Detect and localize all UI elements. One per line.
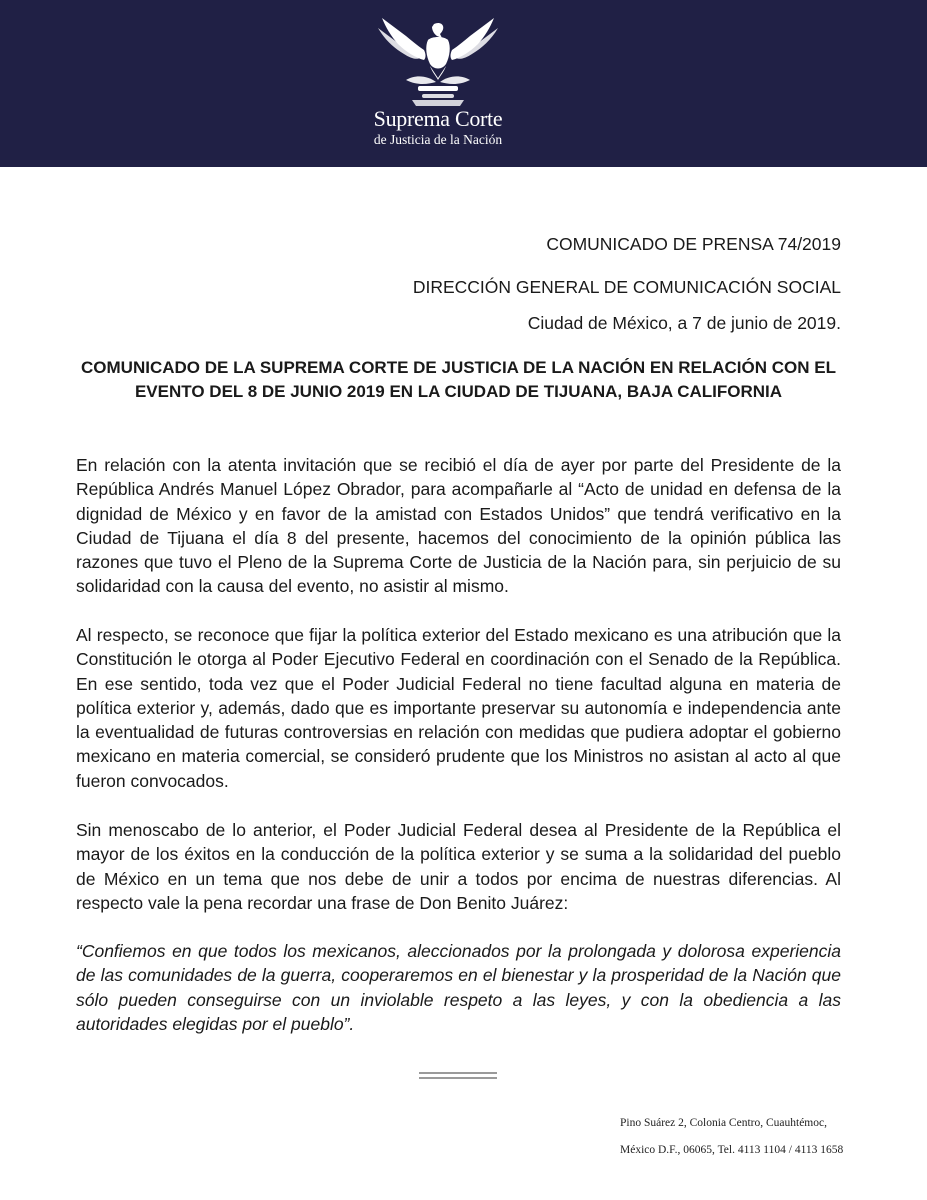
body-paragraph-2: Al respecto, se reconoce que fijar la política exterior del Estado mexicano es una atribución que la Constitución le otorga al Poder Ejecutivo Federal en coordinación con el Senado de la República. En ese sentido, toda vez que el Poder Judicial Federal no tiene facultad alguna en materia de política exterior y, además, dado que es importante preservar su autonomía e independencia ante la eventualidad de futuras controversias en relación con medidas que pudiera adoptar el gobierno mexicano en materia comercial, se consideró prudente que los Ministros no asistan al acto al que fueron convocados. [76,625,841,791]
address-line-2: México D.F., 06065, Tel. 4113 1104 / 4113 1658 [620,1144,844,1156]
department-name: DIRECCIÓN GENERAL DE COMUNICACIÓN SOCIAL [412,277,841,297]
institution-subtitle: de Justicia de la Nación [373,132,503,147]
body-paragraph-3: Sin menoscabo de lo anterior, el Poder Judicial Federal desea al Presidente de la República el mayor de los éxitos en la conducción de la política exterior y se suma a la solidaridad del pueblo de México en un tema que nos debe de unir a todos por encima de nuestras diferencias. Al respecto vale la pena recordar una frase de Don Benito Juárez: [76,820,841,913]
divider-line [419,1072,497,1074]
address-line-1: Pino Suárez 2, Colonia Centro, Cuauhtémoc, [620,1117,827,1129]
divider-line [419,1077,497,1079]
place-date: Ciudad de México, a 7 de junio de 2019. [527,313,841,333]
institution-name: Suprema Corte [373,106,503,131]
juarez-quote: “Confiemos en que todos los mexicanos, aleccionados por la prolongada y dolorosa experiencia de las comunidades de la guerra, cooperaremos en el bienestar y la prosperidad de la Nación que sólo pueden conseguirse con un inviolable respeto a las leyes, y con la obediencia a las autoridades elegidas por el pueblo”. [76,941,841,1034]
body-paragraph-1: En relación con la atenta invitación que se recibió el día de ayer por parte del Presidente de la República Andrés Manuel López Obrador, para acompañarle al “Acto de unidad en defensa de la dignidad de México y en favor de la amistad con Estados Unidos” que tendrá verificativo en la Ciudad de Tijuana el día 8 del presente, hacemos del conocimiento de la opinión pública las razones que tuvo el Pleno de la Suprema Corte de Justicia de la Nación para, sin perjuicio de su solidaridad con la causa del evento, no asistir al mismo. [76,455,841,597]
header-band [0,0,927,167]
release-number: COMUNICADO DE PRENSA 74/2019 [546,234,841,254]
eagle-emblem-icon [376,14,500,108]
release-headline: COMUNICADO DE LA SUPREMA CORTE DE JUSTICIA DE LA NACIÓN EN RELACIÓN CON EL EVENTO DEL 8 DE JUNIO 2019 EN LA CIUDAD DE TIJUANA, BAJA CALIFORNIA [81,358,836,401]
